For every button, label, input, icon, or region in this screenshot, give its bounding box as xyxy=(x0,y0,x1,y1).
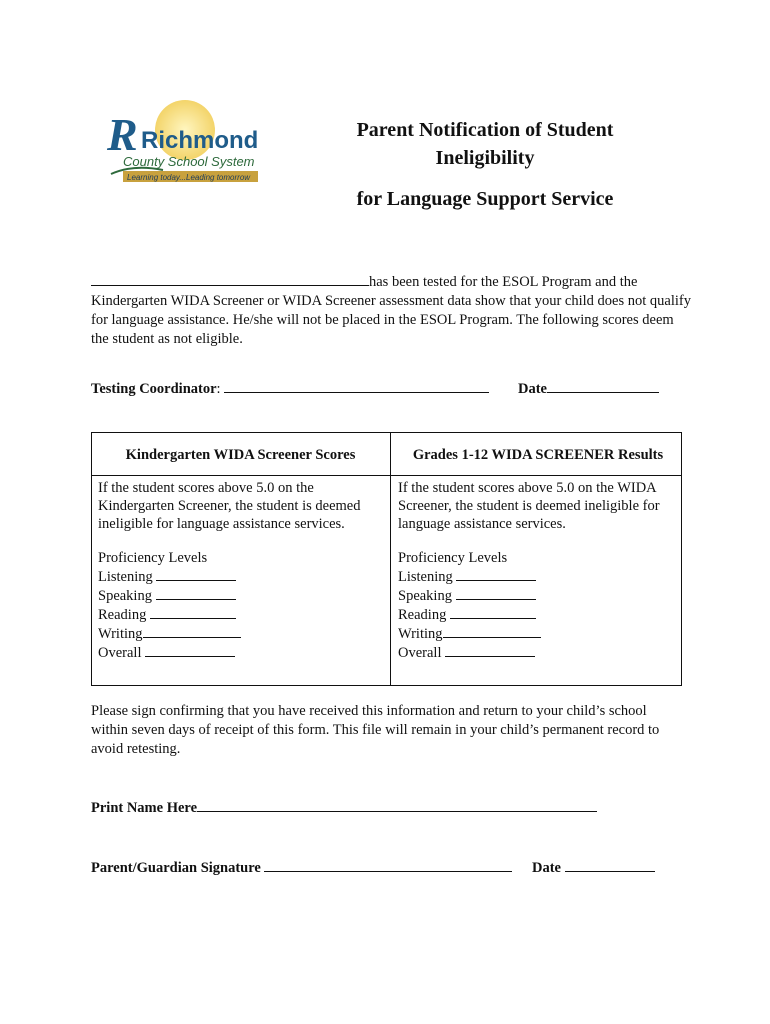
confirmation-paragraph: Please sign confirming that you have received this information and return to your child’s school within seven days of receipt of this form. This file will remain in your child’s permanent record to avoid retesting. xyxy=(91,703,660,757)
signature-blank[interactable] xyxy=(264,859,512,872)
kindergarten-heading: Kindergarten WIDA Screener Scores xyxy=(125,447,356,463)
gr-overall-label: Overall xyxy=(398,645,442,661)
kg-overall-blank[interactable] xyxy=(145,643,235,657)
gr-listening-label: Listening xyxy=(398,569,453,585)
signature-label: Parent/Guardian Signature xyxy=(91,860,261,876)
gr-listening-blank[interactable] xyxy=(456,567,536,581)
kg-listening-label: Listening xyxy=(98,569,153,585)
coordinator-row xyxy=(91,380,691,398)
title-block xyxy=(300,116,670,213)
gr-reading-blank[interactable] xyxy=(450,605,536,619)
kg-speaking-label: Speaking xyxy=(98,588,152,604)
coordinator-date-label: Date xyxy=(518,381,547,397)
gr-speaking-label: Speaking xyxy=(398,588,452,604)
kindergarten-levels-label: Proficiency Levels xyxy=(98,550,208,566)
grades-description: If the student scores above 5.0 on the WIDA Screener, the student is deemed ineligible for language assistance services. xyxy=(398,480,660,532)
gr-reading-label: Reading xyxy=(398,607,447,623)
kindergarten-description: If the student scores above 5.0 on the Kindergarten Screener, the student is deemed ineligible for language assistance services. xyxy=(98,480,361,532)
kg-writing-blank[interactable] xyxy=(143,624,241,638)
grades-levels-label: Proficiency Levels xyxy=(398,550,508,566)
signature-date-blank[interactable] xyxy=(565,859,655,872)
title-line-1: Parent Notification of Student xyxy=(356,119,614,141)
coordinator-label: Testing Coordinator xyxy=(91,381,217,397)
title-line-2: Ineligibility xyxy=(435,147,535,169)
kg-reading-label: Reading xyxy=(98,607,147,623)
coordinator-blank[interactable] xyxy=(224,380,489,393)
print-name-blank[interactable] xyxy=(197,799,597,812)
gr-writing-label: Writing xyxy=(398,626,443,642)
kg-listening-blank[interactable] xyxy=(156,567,236,581)
logo-name: Richmond xyxy=(141,127,259,154)
print-name-label: Print Name Here xyxy=(91,800,198,816)
intro-paragraph xyxy=(91,273,691,349)
richmond-county-logo xyxy=(103,100,278,186)
intro-first-line: has been tested for the ESOL Program and the xyxy=(369,274,638,290)
title-line-3: for Language Support Service xyxy=(356,188,614,210)
logo-sub: County School System xyxy=(123,154,255,169)
logo-big-r: R xyxy=(107,109,138,160)
coordinator-colon: : xyxy=(216,381,221,397)
scores-table xyxy=(91,432,682,686)
print-name-row xyxy=(91,799,597,817)
logo-tagline: Learning today...Leading tomorrow xyxy=(127,173,251,182)
coordinator-date-blank[interactable] xyxy=(547,380,659,393)
kg-overall-label: Overall xyxy=(98,645,142,661)
grades-column xyxy=(398,433,678,662)
signature-date-label: Date xyxy=(532,860,561,876)
signature-row xyxy=(91,859,512,877)
kg-writing-label: Writing xyxy=(98,626,143,642)
kindergarten-column xyxy=(98,433,383,662)
gr-speaking-blank[interactable] xyxy=(456,586,536,600)
intro-rest: Kindergarten WIDA Screener or WIDA Screener assessment data show that your child does not qualify for language assistance. He/she will not be placed in the ESOL Program. The following scores deem the student as not eligible. xyxy=(91,293,691,347)
kg-reading-blank[interactable] xyxy=(150,605,236,619)
student-name-blank[interactable] xyxy=(91,273,369,286)
kg-speaking-blank[interactable] xyxy=(156,586,236,600)
gr-writing-blank[interactable] xyxy=(443,624,541,638)
grades-heading: Grades 1-12 WIDA SCREENER Results xyxy=(412,447,664,463)
signature-date-row xyxy=(532,859,655,877)
gr-overall-blank[interactable] xyxy=(445,643,535,657)
